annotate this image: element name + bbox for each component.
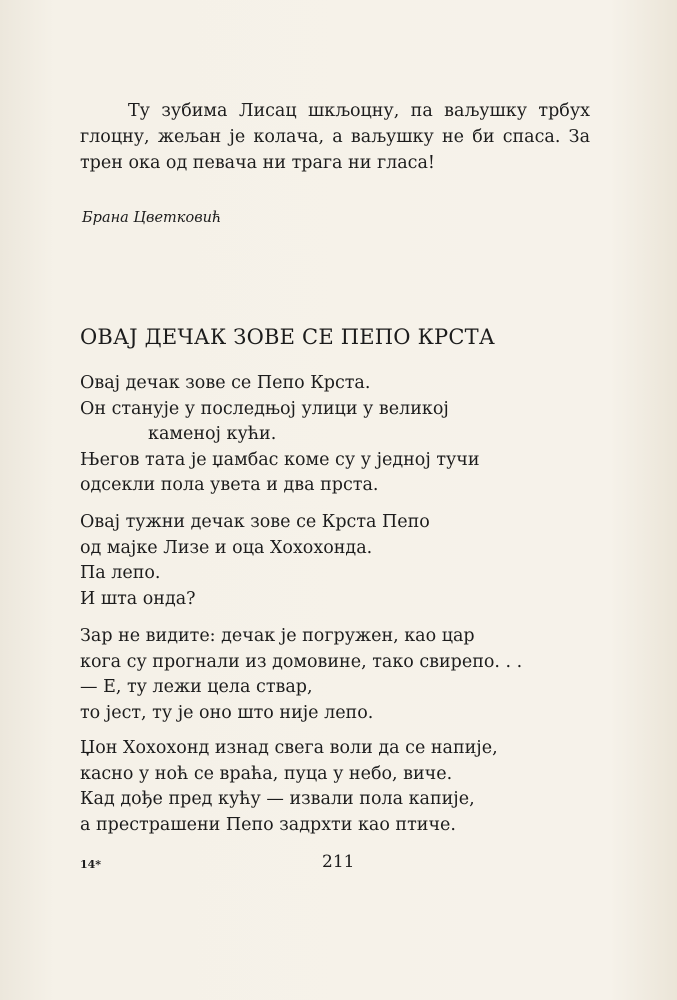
poem-line: Његов тата је џамбас коме су у једној тучи xyxy=(80,449,480,470)
poem-line: кога су прогнали из домовине, тако свирепо. . . xyxy=(80,651,523,672)
poem-line: од мајке Лизе и оца Хохохонда. xyxy=(80,537,373,558)
poem-line: Он станује у последњој улици у великој xyxy=(80,398,449,419)
page-number: 211 xyxy=(322,852,355,872)
author-name: Брана Цветковић xyxy=(82,210,222,226)
poem-line: — Е, ту лежи цела ствар, xyxy=(80,677,313,698)
intro-text: Ту зубима Лисац шкљоцну, па ваљушку трбух глоцну, жељан је колача, а ваљушку не би спаса. За трен ока од певача ни трага ни гласа! xyxy=(80,101,590,173)
poem-line: Овај дечак зове се Пепо Крста. xyxy=(80,373,371,393)
poem-line: одсекли пола увета и два прста. xyxy=(80,475,379,496)
poem-line: каменој кући. xyxy=(148,424,277,445)
poem-line: а престрашени Пепо задрхти као птиче. xyxy=(80,814,456,835)
poem-line: Па лепо. xyxy=(80,563,161,584)
poem-title: ОВАЈ ДЕЧАК ЗОВЕ СЕ ПЕПО КРСТА xyxy=(80,325,495,349)
stanza-4 xyxy=(80,736,600,838)
poem-line: Зар не видите: дечак је погружен, као цар xyxy=(80,626,475,646)
poem-line: И шта онда? xyxy=(80,588,196,609)
poem-line: Џон Хохохонд изнад свега воли да се напије, xyxy=(80,738,498,758)
stanza-3 xyxy=(80,624,600,726)
printer-signature: 14* xyxy=(80,858,102,871)
poem-line: касно у ноћ се враћа, пуца у небо, виче. xyxy=(80,763,453,784)
intro-paragraph xyxy=(80,98,590,176)
stanza-2 xyxy=(80,510,600,612)
poem-line: Кад дође пред кућу — извали пола капије, xyxy=(80,789,475,810)
poem-line: то јест, ту је оно што није лепо. xyxy=(80,702,374,723)
stanza-1 xyxy=(80,371,600,499)
poem-line: Овај тужни дечак зове се Крста Пепо xyxy=(80,512,430,532)
